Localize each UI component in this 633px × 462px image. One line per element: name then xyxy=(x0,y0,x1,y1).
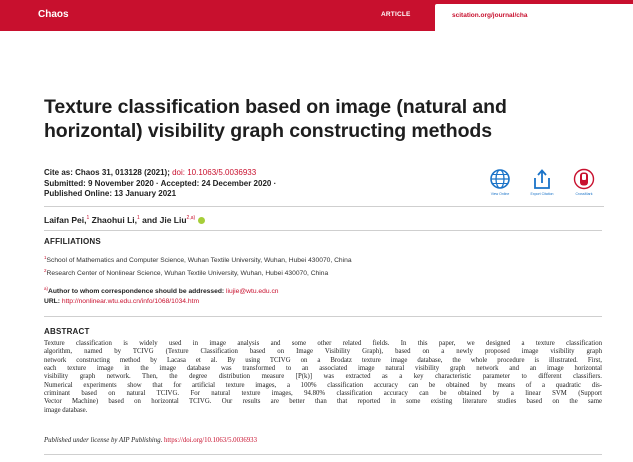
affiliation-marker: 1 xyxy=(137,215,140,222)
crossmark-button[interactable] xyxy=(564,168,604,200)
abstract-line: Texture classification is widely used in image analysis and some other related fields. In this paper, we designed a texture classification xyxy=(44,340,602,347)
affiliation-item xyxy=(44,253,352,266)
correspondence-marker: a) xyxy=(44,286,49,291)
url-line xyxy=(44,297,279,307)
correspondence-line xyxy=(44,284,279,297)
abstract-line: visibility graph network. Then, the degree distribution measure [P(k)] was extracted as a key characteristic parameter to different classifiers. xyxy=(44,373,602,381)
divider xyxy=(44,206,604,207)
affiliation-marker: 1 xyxy=(86,215,90,222)
divider xyxy=(44,454,602,455)
url-label: URL: xyxy=(44,298,60,306)
journal-header-bar xyxy=(0,0,633,31)
abstract-line: image database. xyxy=(44,406,88,414)
submission-dates: Submitted: 9 November 2020 · Accepted: 24 December 2020 · xyxy=(44,178,277,188)
divider xyxy=(44,230,602,231)
affiliation-text: Research Center of Nonlinear Science, Wuhan Textile University, Wuhan, Hubei 430070, China xyxy=(46,270,329,278)
article-type-label: ARTICLE xyxy=(381,11,411,18)
export-citation-button[interactable] xyxy=(522,168,562,200)
abstract-line: Vector Machine) based on horizontal TCIVG. Our results are better than that reported in some existing literature studies based on the same xyxy=(44,398,602,406)
affiliations-list xyxy=(44,253,352,279)
crossmark-icon xyxy=(573,168,595,190)
affiliation-marker: 2,a) xyxy=(186,215,196,222)
author-name[interactable]: Laifan Pei, xyxy=(44,215,87,225)
affiliation-item xyxy=(44,266,352,279)
author-name[interactable]: Zhaohui Li, xyxy=(89,215,137,225)
view-online-icon xyxy=(489,168,511,190)
doi-link[interactable]: doi: 10.1063/5.0036933 xyxy=(172,168,257,177)
citation-block xyxy=(44,168,404,200)
export-citation-icon xyxy=(531,168,553,190)
abstract-heading: ABSTRACT xyxy=(44,327,90,336)
journal-url-link[interactable]: scitation.org/journal/cha xyxy=(452,12,528,19)
author-list xyxy=(44,215,205,225)
cite-volume: 31 xyxy=(101,168,111,177)
affiliation-text: School of Mathematics and Computer Science, Wuhan Textile University, Wuhan, Hubei 430070, China xyxy=(46,257,352,265)
author-url-link[interactable]: http://nonlinear.wtu.edu.cn/info/1068/1034.htm xyxy=(61,298,200,306)
affiliation-marker: 1 xyxy=(44,255,47,260)
divider xyxy=(44,316,602,317)
view-online-button[interactable] xyxy=(480,168,520,200)
article-title: Texture classification based on image (natural and horizontal) visibility graph constructing methods xyxy=(44,96,507,142)
export-citation-caption: Export Citation xyxy=(530,192,554,196)
abstract-line: algorithm, named by TCIVG (Texture Classification based on Image Visibility Graph), based on a newly proposed image visibility graph xyxy=(44,348,602,356)
correspondence-email-link[interactable]: liujie@wtu.edu.cn xyxy=(226,288,279,296)
license-line xyxy=(44,437,257,444)
author-name[interactable]: and Jie Liu xyxy=(139,215,187,225)
orcid-icon[interactable] xyxy=(198,217,205,224)
abstract-line: criminant based on natural TCIVG. For natural texture images, 94.80% classification accuracy can be obtained by a linear SVM (Support xyxy=(44,390,602,398)
crossmark-caption: CrossMark xyxy=(575,192,593,196)
license-doi-link[interactable]: https://doi.org/10.1063/5.0036933 xyxy=(164,437,257,444)
abstract-body xyxy=(44,340,602,415)
abstract-line: each texture image in the image database was transformed to an associated image natural visibility graph network and an image horizontal xyxy=(44,365,602,373)
article-tools xyxy=(480,168,605,200)
cite-pages: , 013128 (2021); xyxy=(110,168,170,177)
correspondence-block xyxy=(44,284,279,307)
abstract-line: network constructing method by Lacasa et al. By using TCIVG on a Brodatz texture image database, the whole procedure is illustrated. First, xyxy=(44,356,602,364)
correspondence-label: Author to whom correspondence should be addressed: xyxy=(48,288,225,296)
published-online-date: Published Online: 13 January 2021 xyxy=(44,189,177,198)
abstract-line: Numerical experiments show that for artificial texture images, a 100% classification accuracy can be obtained by means of a quadratic dis- xyxy=(44,381,602,389)
affiliation-marker: 2 xyxy=(44,268,47,274)
citation-line xyxy=(44,168,404,179)
affiliations-heading: AFFILIATIONS xyxy=(44,237,101,246)
journal-name[interactable]: Chaos xyxy=(38,9,69,20)
license-text: Published under license by AIP Publishing. xyxy=(44,437,163,444)
view-online-caption: View Online xyxy=(490,192,510,196)
cite-label: Cite as: Chaos xyxy=(44,168,100,177)
journal-url-box xyxy=(435,4,633,31)
